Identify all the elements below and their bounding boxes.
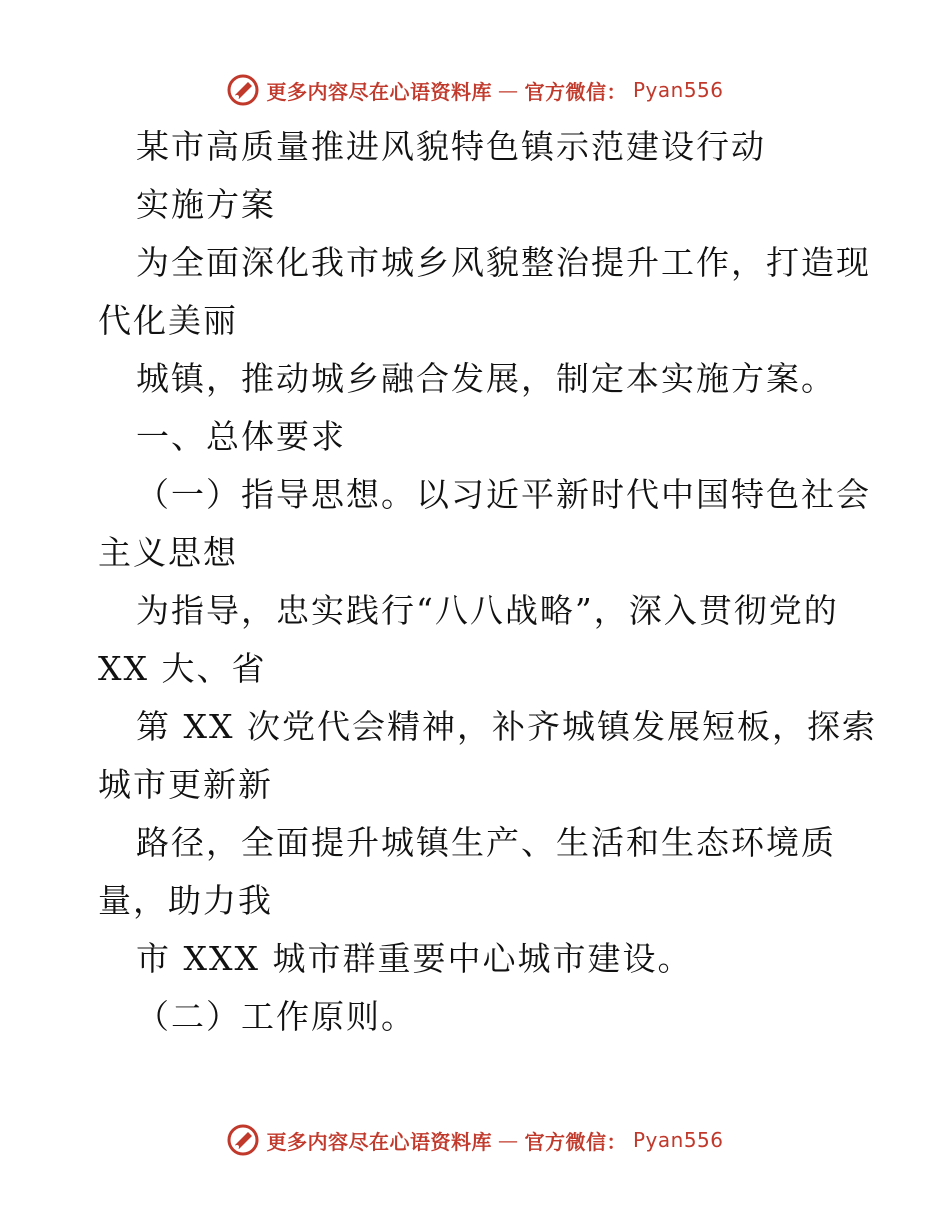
doc-title-line-1: 某市高质量推进风貌特色镇示范建设行动 — [136, 127, 766, 166]
header-banner-content — [226, 73, 723, 107]
doc-paragraph-line: 为指导，忠实践行“八八战略”，深入贯彻党的 — [136, 591, 839, 630]
header-dash: — — [497, 78, 519, 102]
library-logo-icon — [226, 73, 260, 107]
library-logo-icon — [226, 1123, 260, 1157]
document-body — [98, 118, 877, 1046]
doc-paragraph-line: 城镇，推动城乡融合发展，制定本实施方案。 — [136, 359, 836, 398]
doc-paragraph-line: 量，助力我 — [98, 881, 273, 920]
doc-paragraph-line: XX 大、省 — [98, 649, 267, 688]
doc-paragraph-line: 市 XXX 城市群重要中心城市建设。 — [136, 939, 693, 978]
footer-banner — [0, 1120, 950, 1160]
header-brand-text: 更多内容尽在心语资料库 — [266, 79, 492, 104]
footer-wechat-id: Pyan556 — [632, 1128, 724, 1152]
footer-wechat-label: 官方微信： — [524, 1129, 627, 1154]
doc-title-line-2: 实施方案 — [136, 185, 276, 224]
doc-paragraph-line: 路径，全面提升城镇生产、生活和生态环境质 — [136, 823, 836, 862]
doc-subsection-heading: （二）工作原则。 — [136, 997, 416, 1036]
doc-paragraph-line: 主义思想 — [98, 533, 238, 572]
footer-banner-content — [226, 1123, 723, 1157]
doc-paragraph-line: 代化美丽 — [98, 301, 238, 340]
doc-section-heading: 一、总体要求 — [136, 417, 346, 456]
header-banner — [0, 70, 950, 110]
header-wechat-label: 官方微信： — [524, 79, 627, 104]
doc-paragraph-line: 第 XX 次党代会精神，补齐城镇发展短板，探索 — [136, 707, 877, 746]
footer-brand-text: 更多内容尽在心语资料库 — [266, 1129, 492, 1154]
doc-paragraph-line: 城市更新新 — [98, 765, 273, 804]
doc-paragraph-line: （一）指导思想。以习近平新时代中国特色社会 — [136, 475, 871, 514]
doc-paragraph-line: 为全面深化我市城乡风貌整治提升工作，打造现 — [136, 243, 871, 282]
header-wechat-id: Pyan556 — [632, 78, 724, 102]
footer-dash: — — [497, 1128, 519, 1152]
